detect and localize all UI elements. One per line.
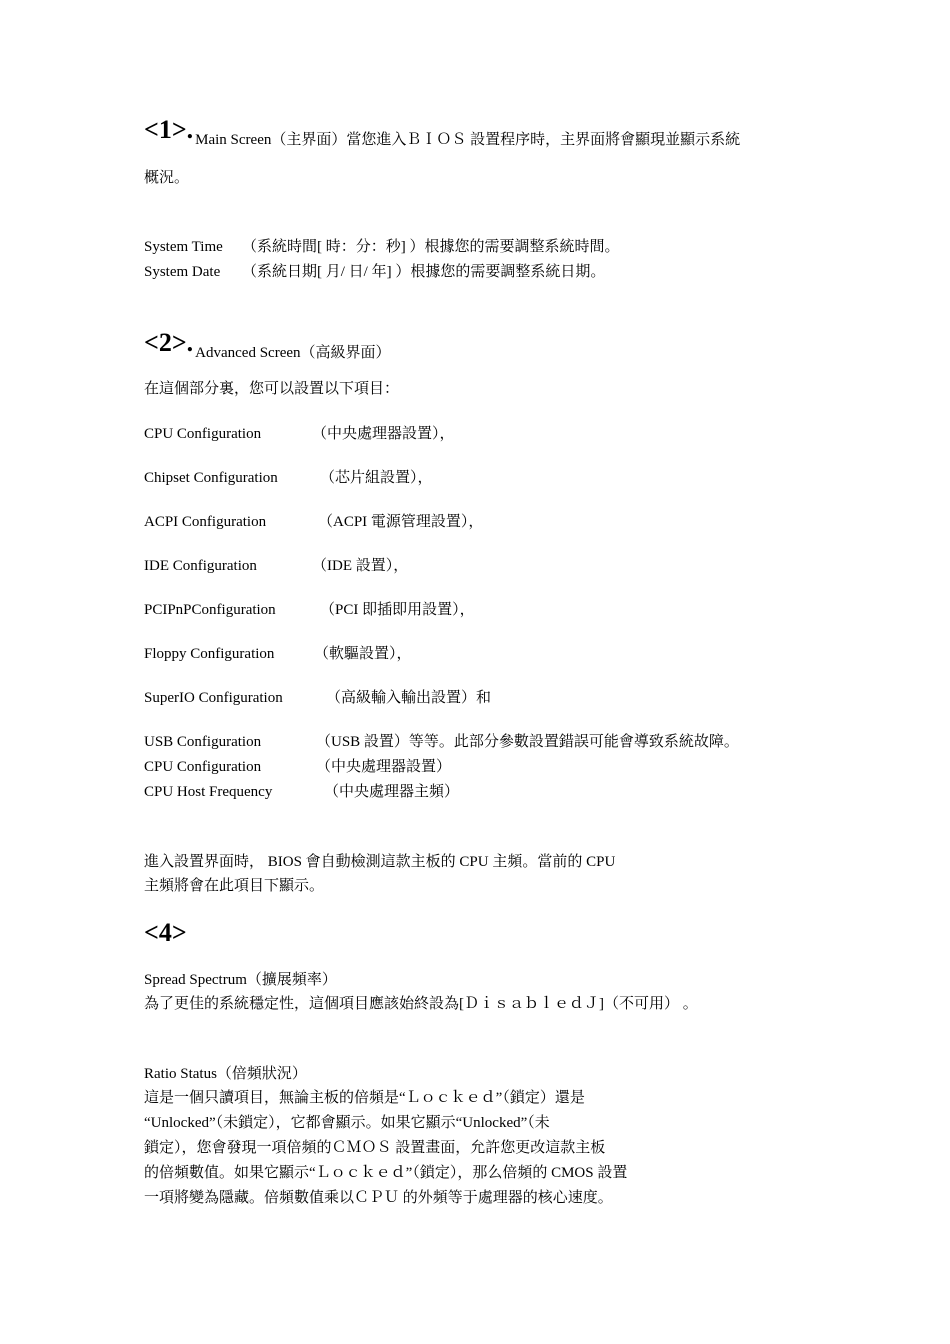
config-name: Floppy Configuration xyxy=(144,646,275,662)
section-1-title: Main Screen（主界面）當您進入ＢＩＯＳ 設置程序時，主界面將會顯現並顯示系統 xyxy=(195,132,741,148)
section-4-heading xyxy=(144,918,187,948)
config-row xyxy=(144,644,412,664)
config-name: Chipset Configuration xyxy=(144,470,278,486)
system-date-label: System Date xyxy=(144,264,221,280)
config-desc: （ACPI 電源管理設置）， xyxy=(318,514,484,530)
config-name: CPU Configuration xyxy=(144,759,262,775)
system-date-row xyxy=(144,262,606,282)
config-row xyxy=(144,424,455,444)
system-date-desc: （系統日期[ 月/ 日/ 年] ）根據您的需要調整系統日期。 xyxy=(242,264,606,280)
ratio-status-line: “Unlocked”（未鎖定），它都會顯示。如果它顯示“Unlocked”（未 xyxy=(144,1115,550,1131)
config-name: CPU Host Frequency xyxy=(144,784,273,800)
config-name: PCIPnPConfiguration xyxy=(144,602,276,618)
section-1-title-continued: 概況。 xyxy=(144,170,190,186)
config-name: IDE Configuration xyxy=(144,558,257,574)
config-row xyxy=(144,732,739,752)
config-row xyxy=(144,600,475,620)
config-row xyxy=(144,757,452,777)
system-time-row xyxy=(144,237,620,257)
config-desc: （中央處理器設置） xyxy=(316,759,452,775)
ratio-status-line: 一項將變為隱藏。倍頻數值乘以ＣＰＵ 的外頻等于處理器的核心速度。 xyxy=(144,1190,613,1206)
config-name: CPU Configuration xyxy=(144,426,262,442)
system-time-desc: （系統時間[ 時：分：秒] ）根據您的需要調整系統時間。 xyxy=(242,239,620,255)
config-name: ACPI Configuration xyxy=(144,514,267,530)
config-name: SuperIO Configuration xyxy=(144,690,283,706)
ratio-status-line: 這是一個只讀項目，無論主板的倍頻是“Ｌｏｃｋｅｄ”（鎖定）還是 xyxy=(144,1090,585,1106)
config-desc: （IDE 設置）， xyxy=(312,558,409,574)
cpu-detect-text-1: 進入設置界面時， BIOS 會自動檢測這款主板的 CPU 主頻。當前的 CPU xyxy=(144,854,616,870)
config-name: USB Configuration xyxy=(144,734,262,750)
config-row xyxy=(144,688,492,708)
config-desc: （芯片組設置）， xyxy=(320,470,433,486)
section-1-heading xyxy=(144,115,740,149)
config-desc: （USB 設置）等等。此部分參數設置錯誤可能會導致系統故障。 xyxy=(316,734,739,750)
system-time-label: System Time xyxy=(144,239,223,255)
config-row xyxy=(144,468,433,488)
section-1-number: <1>. xyxy=(144,115,194,144)
ratio-status-line: 的倍頻數值。如果它顯示“Ｌｏｃｋｅｄ”（鎖定），那么倍頻的 CMOS 設置 xyxy=(144,1165,628,1181)
config-desc: （高級輸入輸出設置）和 xyxy=(326,690,492,706)
ratio-status-line: 鎖定），您會發現一項倍頻的ＣＭＯＳ 設置畫面，允許您更改這款主板 xyxy=(144,1140,606,1156)
config-row xyxy=(144,512,484,532)
section-2-title: Advanced Screen（高級界面） xyxy=(195,345,391,361)
config-desc: （軟驅設置）， xyxy=(314,646,412,662)
config-row xyxy=(144,782,460,802)
config-row xyxy=(144,556,409,576)
cpu-detect-text-2: 主頻將會在此項目下顯示。 xyxy=(144,878,325,894)
section-2-number: <2>. xyxy=(144,328,194,357)
ratio-status-title: Ratio Status（倍頻狀況） xyxy=(144,1066,307,1082)
section-2-intro: 在這個部分裏，您可以設置以下項目： xyxy=(144,381,400,397)
spread-spectrum-title: Spread Spectrum（擴展頻率） xyxy=(144,972,337,988)
spread-spectrum-desc: 為了更佳的系統穩定性，這個項目應該始終設為[ＤｉｓａｂｌｅｄＪ]（不可用） 。 xyxy=(144,996,698,1012)
config-desc: （中央處理器主頻） xyxy=(324,784,460,800)
section-2-heading xyxy=(144,328,391,362)
section-4-number: <4> xyxy=(144,918,187,947)
config-desc: （PCI 即插即用設置）， xyxy=(320,602,475,618)
config-desc: （中央處理器設置）， xyxy=(312,426,455,442)
